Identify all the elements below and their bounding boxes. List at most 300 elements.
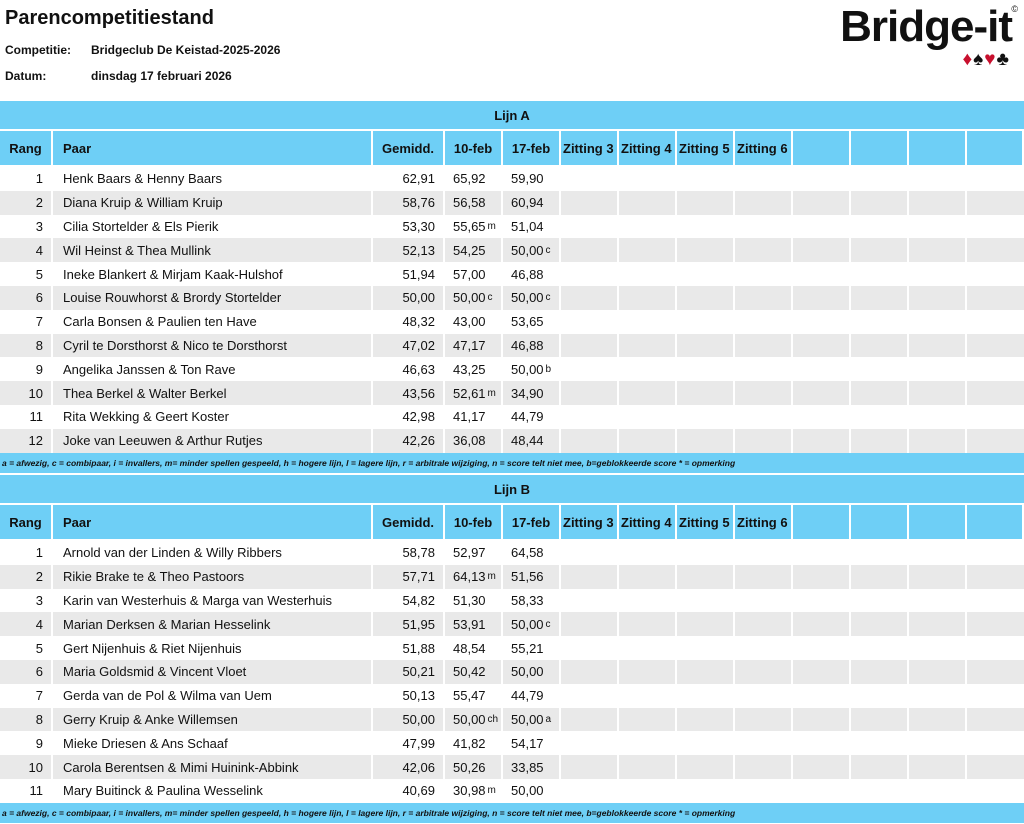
cell-session-1 [445, 191, 503, 215]
score-flag: ch [487, 713, 499, 725]
cell-zitting-4 [619, 381, 677, 405]
cell-rang [0, 310, 53, 334]
cell-empty [967, 381, 1022, 405]
cell-zitting-3 [561, 636, 619, 660]
cell-empty [909, 334, 967, 358]
cell-empty [967, 636, 1022, 660]
cell-rang [0, 405, 53, 429]
cell-gemidd [373, 731, 445, 755]
cell-session-2-value: 50,00 [511, 361, 544, 377]
cell-gemidd [373, 262, 445, 286]
cell-empty [793, 541, 851, 565]
cell-empty [851, 334, 909, 358]
cell-rang [0, 541, 53, 565]
cell-session-1 [445, 334, 503, 358]
cell-zitting-5 [677, 660, 735, 684]
cell-empty [851, 660, 909, 684]
cell-empty [793, 238, 851, 262]
cell-empty [793, 286, 851, 310]
cell-zitting-6 [735, 191, 793, 215]
score-flag: c [545, 292, 551, 304]
col-zitting-3: Zitting 3 [561, 505, 619, 539]
cell-rang-value: 10 [28, 385, 43, 401]
cell-paar-value: Mary Buitinck & Paulina Wesselink [63, 783, 263, 799]
cell-empty [967, 238, 1022, 262]
cell-zitting-3 [561, 238, 619, 262]
cell-session-1 [445, 684, 503, 708]
cell-session-1-value: 36,08 [453, 433, 486, 449]
cell-session-2-value: 50,00 [511, 664, 544, 680]
score-flag: m [487, 387, 496, 399]
cell-session-2 [503, 238, 561, 262]
cell-empty [909, 381, 967, 405]
cell-gemidd [373, 191, 445, 215]
cell-paar-value: Arnold van der Linden & Willy Ribbers [63, 545, 282, 561]
cell-paar [53, 684, 373, 708]
cell-empty [793, 429, 851, 453]
cell-empty [851, 238, 909, 262]
table-row [0, 565, 1024, 589]
cell-gemidd-value: 42,26 [402, 433, 435, 449]
table-row [0, 286, 1024, 310]
col-paar: Paar [53, 505, 373, 539]
cell-paar [53, 708, 373, 732]
cell-empty [793, 381, 851, 405]
cell-empty [967, 215, 1022, 239]
cell-zitting-4 [619, 755, 677, 779]
cell-paar [53, 286, 373, 310]
cell-zitting-6 [735, 731, 793, 755]
cell-rang-value: 6 [35, 290, 43, 306]
cell-session-2-value: 50,00 [511, 783, 544, 799]
cell-session-1 [445, 708, 503, 732]
cell-zitting-3 [561, 612, 619, 636]
cell-session-2-value: 33,85 [511, 759, 544, 775]
cell-zitting-3 [561, 429, 619, 453]
score-flag: a [545, 713, 552, 725]
cell-session-2 [503, 429, 561, 453]
cell-empty [909, 541, 967, 565]
cell-zitting-4 [619, 238, 677, 262]
cell-session-1-value: 51,30 [453, 592, 486, 608]
cell-empty [793, 262, 851, 286]
legend: a = afwezig, c = combipaar, i = invallers, m= minder spellen gespeeld, h = hogere lijn, l = lagere lijn, r = arbitrale wijziging, n = score telt niet mee, b=geblokkeerde score * = opmerking [0, 803, 1024, 823]
cell-paar-value: Ineke Blankert & Mirjam Kaak-Hulshof [63, 266, 283, 282]
cell-paar [53, 589, 373, 613]
table-row [0, 191, 1024, 215]
cell-session-1-value: 41,17 [453, 409, 486, 425]
cell-rang [0, 334, 53, 358]
cell-session-1 [445, 357, 503, 381]
club-icon: ♣ [996, 49, 1010, 70]
cell-empty [909, 238, 967, 262]
cell-empty [967, 405, 1022, 429]
cell-zitting-3 [561, 334, 619, 358]
cell-empty [851, 755, 909, 779]
cell-session-1 [445, 429, 503, 453]
cell-session-1-value: 41,82 [453, 735, 486, 751]
cell-rang-value: 11 [29, 409, 43, 425]
cell-zitting-6 [735, 262, 793, 286]
cell-paar [53, 779, 373, 803]
cell-zitting-3 [561, 755, 619, 779]
cell-empty [851, 167, 909, 191]
cell-rang-value: 9 [35, 735, 43, 751]
col-empty [909, 505, 967, 539]
cell-session-1-value: 30,98 [453, 783, 486, 799]
col-gemidd: Gemidd. [373, 505, 445, 539]
cell-gemidd-value: 51,95 [402, 616, 435, 632]
cell-zitting-6 [735, 238, 793, 262]
card-suits [962, 49, 1010, 71]
col-empty [909, 131, 967, 165]
cell-rang-value: 8 [35, 711, 43, 727]
cell-session-1 [445, 286, 503, 310]
cell-empty [793, 334, 851, 358]
cell-empty [793, 357, 851, 381]
competitie-label: Competitie: [5, 43, 71, 57]
cell-session-2 [503, 191, 561, 215]
cell-session-1 [445, 238, 503, 262]
cell-zitting-6 [735, 708, 793, 732]
cell-empty [851, 357, 909, 381]
table-row [0, 708, 1024, 732]
cell-rang [0, 191, 53, 215]
cell-session-2-value: 46,88 [511, 266, 544, 282]
cell-empty [967, 262, 1022, 286]
cell-gemidd [373, 310, 445, 334]
cell-zitting-6 [735, 215, 793, 239]
cell-session-2-value: 34,90 [511, 385, 544, 401]
table-row [0, 381, 1024, 405]
section-lijn-b [0, 475, 1024, 823]
cell-empty [909, 286, 967, 310]
cell-rang [0, 612, 53, 636]
cell-rang-value: 1 [35, 545, 43, 561]
table-row [0, 731, 1024, 755]
cell-session-1 [445, 262, 503, 286]
cell-rang-value: 3 [35, 592, 43, 608]
cell-rang [0, 565, 53, 589]
table-row [0, 589, 1024, 613]
cell-session-1-value: 47,17 [453, 337, 486, 353]
cell-zitting-6 [735, 310, 793, 334]
cell-zitting-5 [677, 405, 735, 429]
cell-paar-value: Rikie Brake te & Theo Pastoors [63, 569, 245, 585]
score-flag: c [545, 244, 551, 256]
cell-empty [793, 215, 851, 239]
col-empty [967, 131, 1022, 165]
cell-zitting-5 [677, 262, 735, 286]
cell-empty [967, 565, 1022, 589]
cell-paar-value: Cilia Stortelder & Els Pierik [63, 218, 219, 234]
cell-zitting-4 [619, 405, 677, 429]
cell-empty [793, 167, 851, 191]
cell-empty [967, 286, 1022, 310]
cell-zitting-5 [677, 565, 735, 589]
cell-gemidd-value: 46,63 [402, 361, 435, 377]
diamond-icon: ♦ [962, 49, 974, 70]
cell-paar [53, 612, 373, 636]
cell-session-2-value: 59,90 [511, 171, 544, 187]
col-zitting-6: Zitting 6 [735, 505, 793, 539]
cell-session-2 [503, 684, 561, 708]
cell-paar [53, 660, 373, 684]
cell-rang-value: 2 [35, 195, 43, 211]
legend: a = afwezig, c = combipaar, i = invallers, m= minder spellen gespeeld, h = hogere lijn, l = lagere lijn, r = arbitrale wijziging, n = score telt niet mee, b=geblokkeerde score * = opmerking [0, 453, 1024, 473]
cell-zitting-5 [677, 589, 735, 613]
table-body [0, 541, 1024, 803]
cell-zitting-6 [735, 636, 793, 660]
cell-empty [909, 167, 967, 191]
cell-session-1 [445, 731, 503, 755]
cell-session-1-value: 54,25 [453, 242, 486, 258]
cell-rang [0, 357, 53, 381]
cell-session-1 [445, 612, 503, 636]
cell-zitting-3 [561, 731, 619, 755]
cell-session-2-value: 46,88 [511, 337, 544, 353]
cell-zitting-4 [619, 334, 677, 358]
cell-gemidd-value: 51,94 [402, 266, 435, 282]
cell-paar-value: Diana Kruip & William Kruip [63, 195, 223, 211]
cell-rang [0, 684, 53, 708]
cell-session-2 [503, 660, 561, 684]
page-title: Parencompetitiestand [5, 7, 214, 29]
cell-empty [793, 660, 851, 684]
cell-zitting-3 [561, 541, 619, 565]
cell-zitting-5 [677, 167, 735, 191]
score-flag: m [487, 220, 496, 232]
table-row [0, 215, 1024, 239]
cell-zitting-4 [619, 636, 677, 660]
cell-paar [53, 357, 373, 381]
cell-session-2-value: 60,94 [511, 195, 544, 211]
cell-session-1 [445, 779, 503, 803]
cell-gemidd [373, 238, 445, 262]
cell-zitting-4 [619, 731, 677, 755]
cell-gemidd [373, 684, 445, 708]
cell-paar-value: Angelika Janssen & Ton Rave [63, 361, 236, 377]
cell-empty [793, 405, 851, 429]
cell-session-1-value: 52,61 [453, 385, 486, 401]
cell-zitting-3 [561, 191, 619, 215]
cell-session-2-value: 64,58 [511, 545, 544, 561]
cell-session-1-value: 50,00 [453, 711, 486, 727]
col-rang: Rang [0, 505, 53, 539]
cell-session-1-value: 57,00 [453, 266, 486, 282]
section-lijn-a [0, 101, 1024, 473]
table-row [0, 357, 1024, 381]
cell-zitting-3 [561, 708, 619, 732]
cell-empty [909, 755, 967, 779]
cell-zitting-5 [677, 310, 735, 334]
cell-empty [793, 731, 851, 755]
cell-session-2 [503, 755, 561, 779]
cell-rang [0, 660, 53, 684]
cell-zitting-3 [561, 310, 619, 334]
cell-paar-value: Wil Heinst & Thea Mullink [63, 242, 211, 258]
cell-session-1 [445, 541, 503, 565]
cell-zitting-4 [619, 779, 677, 803]
cell-session-1-value: 50,26 [453, 759, 486, 775]
cell-session-1 [445, 215, 503, 239]
col-zitting-4: Zitting 4 [619, 505, 677, 539]
cell-gemidd [373, 612, 445, 636]
cell-paar-value: Rita Wekking & Geert Koster [63, 409, 229, 425]
cell-empty [793, 755, 851, 779]
cell-session-2 [503, 310, 561, 334]
cell-zitting-3 [561, 684, 619, 708]
cell-session-1 [445, 660, 503, 684]
cell-session-2 [503, 334, 561, 358]
cell-empty [967, 684, 1022, 708]
cell-empty [967, 731, 1022, 755]
cell-session-2-value: 50,00 [511, 711, 544, 727]
cell-zitting-4 [619, 310, 677, 334]
cell-session-1-value: 50,42 [453, 664, 486, 680]
cell-gemidd [373, 541, 445, 565]
cell-empty [909, 708, 967, 732]
table-header [0, 131, 1024, 165]
cell-empty [851, 286, 909, 310]
cell-gemidd-value: 58,76 [402, 195, 435, 211]
cell-empty [967, 660, 1022, 684]
cell-gemidd-value: 40,69 [402, 783, 435, 799]
cell-session-1 [445, 565, 503, 589]
cell-paar [53, 731, 373, 755]
cell-zitting-6 [735, 357, 793, 381]
cell-gemidd-value: 50,00 [402, 290, 435, 306]
cell-empty [793, 191, 851, 215]
heart-icon: ♥ [984, 49, 997, 70]
cell-zitting-3 [561, 262, 619, 286]
score-flag: b [545, 363, 552, 375]
cell-zitting-6 [735, 541, 793, 565]
cell-gemidd-value: 62,91 [402, 171, 435, 187]
cell-empty [909, 357, 967, 381]
cell-empty [909, 731, 967, 755]
datum-row [5, 69, 232, 83]
cell-rang [0, 429, 53, 453]
cell-rang-value: 4 [35, 242, 43, 258]
cell-empty [793, 589, 851, 613]
cell-gemidd-value: 47,02 [402, 337, 435, 353]
cell-paar-value: Joke van Leeuwen & Arthur Rutjes [63, 433, 263, 449]
cell-empty [851, 381, 909, 405]
cell-gemidd [373, 405, 445, 429]
cell-gemidd-value: 48,32 [402, 314, 435, 330]
cell-empty [851, 612, 909, 636]
cell-empty [851, 429, 909, 453]
cell-rang-value: 9 [35, 361, 43, 377]
cell-zitting-5 [677, 238, 735, 262]
cell-empty [793, 612, 851, 636]
cell-session-2-value: 50,00 [511, 290, 544, 306]
cell-paar [53, 167, 373, 191]
cell-gemidd [373, 779, 445, 803]
cell-paar-value: Maria Goldsmid & Vincent Vloet [63, 664, 247, 680]
cell-gemidd [373, 215, 445, 239]
cell-paar [53, 334, 373, 358]
cell-rang-value: 7 [35, 688, 43, 704]
cell-gemidd-value: 42,06 [402, 759, 435, 775]
cell-zitting-4 [619, 286, 677, 310]
cell-zitting-4 [619, 191, 677, 215]
cell-session-1-value: 43,00 [453, 314, 486, 330]
cell-paar-value: Gert Nijenhuis & Riet Nijenhuis [63, 640, 242, 656]
cell-paar [53, 636, 373, 660]
cell-zitting-6 [735, 612, 793, 636]
cell-paar-value: Karin van Westerhuis & Marga van Westerhuis [63, 592, 333, 608]
cell-empty [909, 262, 967, 286]
cell-zitting-6 [735, 167, 793, 191]
cell-empty [851, 215, 909, 239]
cell-session-2 [503, 286, 561, 310]
cell-empty [851, 310, 909, 334]
cell-zitting-5 [677, 191, 735, 215]
cell-empty [793, 779, 851, 803]
cell-zitting-4 [619, 357, 677, 381]
table-row [0, 429, 1024, 453]
cell-gemidd [373, 660, 445, 684]
cell-rang [0, 238, 53, 262]
col-zitting-5: Zitting 5 [677, 131, 735, 165]
cell-gemidd-value: 58,78 [402, 545, 435, 561]
cell-rang-value: 5 [35, 266, 43, 282]
cell-paar [53, 755, 373, 779]
score-flag: c [545, 618, 551, 630]
cell-zitting-5 [677, 636, 735, 660]
score-flag: m [487, 785, 496, 797]
cell-paar [53, 541, 373, 565]
cell-rang [0, 381, 53, 405]
cell-empty [851, 262, 909, 286]
col-gemidd: Gemidd. [373, 131, 445, 165]
cell-empty [909, 405, 967, 429]
cell-gemidd [373, 286, 445, 310]
cell-empty [967, 755, 1022, 779]
cell-zitting-3 [561, 565, 619, 589]
col-empty [793, 131, 851, 165]
table-row [0, 310, 1024, 334]
col-session-1: 10-feb [445, 131, 503, 165]
cell-rang-value: 6 [35, 664, 43, 680]
cell-rang-value: 2 [35, 569, 43, 585]
cell-zitting-5 [677, 286, 735, 310]
cell-gemidd-value: 57,71 [402, 569, 435, 585]
cell-zitting-6 [735, 589, 793, 613]
cell-empty [967, 334, 1022, 358]
cell-session-2-value: 51,56 [511, 569, 544, 585]
cell-zitting-5 [677, 215, 735, 239]
table-body [0, 167, 1024, 453]
cell-zitting-6 [735, 684, 793, 708]
col-empty [851, 131, 909, 165]
cell-paar-value: Henk Baars & Henny Baars [63, 171, 222, 187]
cell-zitting-4 [619, 262, 677, 286]
cell-empty [851, 191, 909, 215]
cell-zitting-6 [735, 405, 793, 429]
cell-session-2 [503, 262, 561, 286]
cell-gemidd-value: 50,21 [402, 664, 435, 680]
cell-zitting-5 [677, 755, 735, 779]
cell-session-2-value: 54,17 [511, 735, 544, 751]
cell-empty [967, 167, 1022, 191]
cell-gemidd [373, 636, 445, 660]
cell-gemidd [373, 589, 445, 613]
cell-session-2-value: 53,65 [511, 314, 544, 330]
col-paar: Paar [53, 131, 373, 165]
